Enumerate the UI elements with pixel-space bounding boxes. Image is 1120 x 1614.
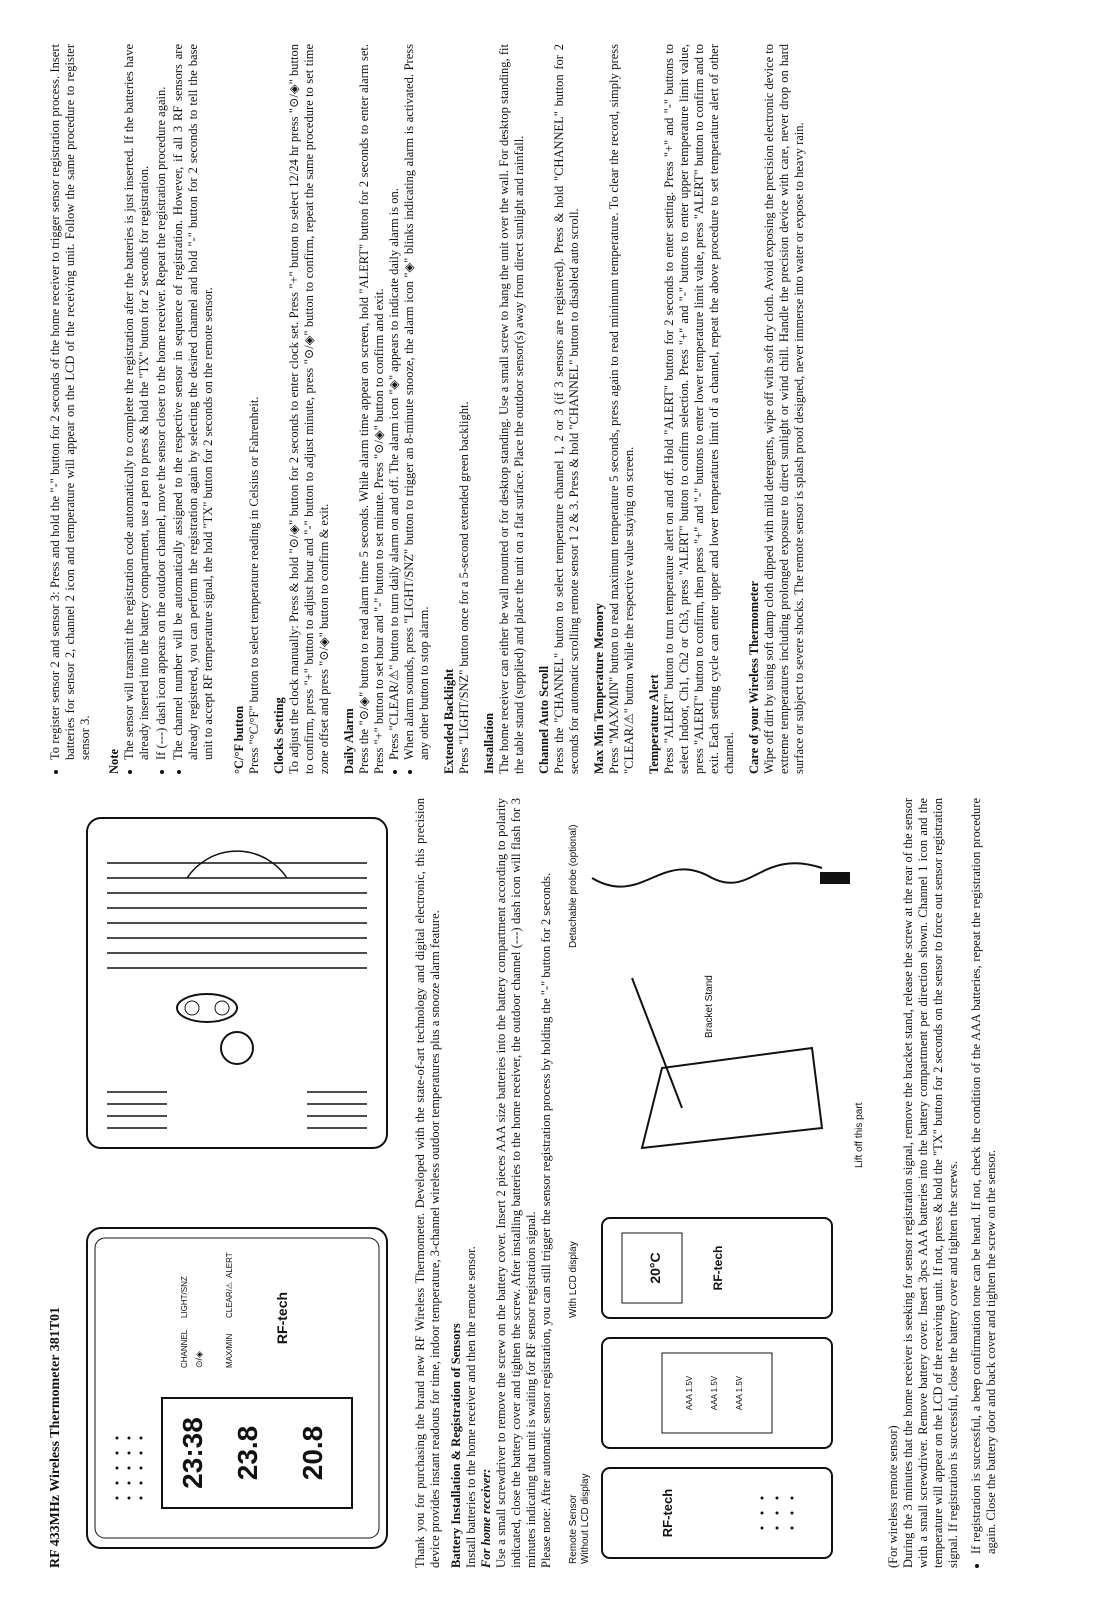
sensor-brand: RF-tech bbox=[660, 1488, 675, 1538]
maxmin-heading: Max Min Temperature Memory bbox=[592, 603, 606, 774]
success-bullet: • If registration is successful, a beep confirmation tone can be heard. If not, check the condition of the AAA batteries, repeat the registration procedure again. Close the battery door and back cover and tighten the screw on the sensor. bbox=[969, 798, 999, 1554]
battery-label-3: AAA 1.5V bbox=[735, 1375, 744, 1411]
small-lcd-brand: RF-tech bbox=[711, 1245, 725, 1291]
alarm-text: Press the "⊙/◈" button to read alarm time 5 seconds. While alarm time appear on screen, hold "ALERT" button for 2 seconds to enter alarm set. Press "+" button to set hour and "-" button to set minute. Press "⊙/◈" button to confirm and exit. bbox=[357, 44, 386, 774]
care-heading: Care of your Wireless Thermometer bbox=[747, 580, 761, 774]
home-receiver-heading: For home receiver: bbox=[479, 1468, 493, 1568]
battery-heading: Battery Installation & Registration of Sensors bbox=[449, 1323, 463, 1568]
note-item: • The channel number will be automatically assigned to the respective sensor in sequence of registration. However, if all 3 RF sensors are already registered, you can perform the registration again by selecting the desired channel and hold "-" button for 2 seconds to tell the base unit to accept RF temperature signal, the hold "TX" button for 2 seconds on the remote sensor. bbox=[171, 44, 216, 760]
alert-heading: Temperature Alert bbox=[647, 674, 661, 774]
care-text: Wipe off dirt by using soft damp cloth dipped with mild detergents, wipe off with soft dry cloth. Avoid exposing the precision electronic device to extreme temperatures including prolonged exposure to direct sunlight or wind chill. Handle the precision device with care, never drop on hard surface or subject to severe shocks. The remote sensor is splash proof designed, never immerse into water or expose to heavy rain. bbox=[762, 44, 806, 774]
home-receiver-text: Use a small screwdriver to remove the screw on the battery cover. Insert 2 pieces AAA size batteries into the battery compartment according to polarity indicated, close the battery cover and tighten the screw. After installing batteries to the home receiver, the outdoor channel (---) dash icon will flash for 3 minutes indicating that unit is waiting for RF sensor registration signal. bbox=[494, 798, 538, 1568]
alarm-bullet: • When alarm sounds, press "LIGHT/SNZ" button to trigger an 8-minute snooze, the alarm icon "◈" blinks indicating alarm is activated. Press any other button to stop alarm. bbox=[402, 44, 432, 760]
install-text: The home receiver can either be wall mounted or for desktop standing. Use a small screw to hang the unit over the wall. For desktop standing, fit the table stand (supplied) and place the unit on a flat surface. Place the outdoor sensor(s) away from direct sunlight and rainfall. bbox=[497, 44, 526, 774]
backlight-heading: Extended Backlight bbox=[442, 668, 456, 774]
wireless-sensor-heading: (For wireless remote sensor) bbox=[886, 1425, 900, 1568]
battery-label-1: AAA 1.5V bbox=[685, 1375, 694, 1411]
receiver-illustration bbox=[77, 798, 407, 1568]
register-bullet: • To register sensor 2 and sensor 3: Press and hold the "-" button for 2 seconds of the home receiver to trigger sensor registration process. Insert batteries for sensor 2, channel 2 icon and temperature will appear on the LCD of the receiving unit. Follow the same procedure to register sensor 3. bbox=[48, 44, 93, 760]
clear-button: CLEAR/⚠ bbox=[225, 1281, 234, 1318]
maxmin-text: Press "MAX/MIN" button to read maximum temperature 5 seconds, press again to read minimum temperature. To clear the record, simply press "CLEAR/⚠" button while the respective value staying on screen. bbox=[607, 44, 636, 774]
maxmin-button: MAX/MIN bbox=[225, 1333, 234, 1368]
intro-paragraph: Thank you for purchasing the brand new RF Wireless Thermometer. Developed with the state-of-art technology and digital electronic, this precision device provides instant readouts for time, indoor temperature, 3-channel wireless outdoor temperatures plus a snooze alarm feature. bbox=[413, 798, 442, 1568]
backlight-text: Press "LIGHT/SNZ" button once for a 5-second extended green backlight. bbox=[457, 401, 471, 774]
lcd-outdoor-temp: 20.8 bbox=[297, 1425, 328, 1481]
lcd-indoor-temp: 23.8 bbox=[232, 1425, 263, 1481]
remote-no-lcd-label: Remote Sensor bbox=[568, 1494, 579, 1564]
cf-heading: °C/°F button bbox=[232, 705, 246, 774]
cf-text: Press "°C/°F" button to select temperature reading in Celsius or Fahrenheit. bbox=[247, 396, 261, 774]
scroll-heading: Channel Auto Scroll bbox=[537, 665, 551, 774]
note-heading: Note bbox=[107, 749, 121, 774]
sensor-illustration bbox=[562, 798, 882, 1568]
with-lcd-label: With LCD display bbox=[568, 1241, 579, 1318]
alert-button: ALERT bbox=[225, 1252, 234, 1278]
light-button: LIGHT/SNZ bbox=[180, 1276, 189, 1318]
clock-text: To adjust the clock manually: Press & hold "⊙/◈" button for 2 seconds to enter clock set. Press "+" button to select 12/24 hr press "⊙/◈" button to confirm, press "+" button to adjust hour and "-" button to adjust minute, press "⊙/◈" button to confirm, repeat the same procedure to set time zone offset and press "⊙/◈" button to confirm & exit. bbox=[287, 44, 331, 774]
battery-text: Install batteries to the home receiver and then the remote sensor. bbox=[464, 1246, 478, 1568]
note-item: • If (---) dash icon appears on the outdoor channel, move the sensor closer to the home receiver. Repeat the registration procedure again. bbox=[154, 44, 169, 760]
svg-text:Without LCD display: Without LCD display bbox=[580, 1473, 591, 1564]
right-column bbox=[48, 44, 807, 774]
alarm-bullet: • Press "CLEAR/⚠" button to turn daily alarm on and off. The alarm icon "◈" appears to indicate daily alarm is on. bbox=[387, 44, 402, 760]
channel-button: CHANNEL bbox=[180, 1329, 189, 1368]
small-lcd-reading: 20°C bbox=[647, 1252, 663, 1284]
clock-button: ⊙/◈ bbox=[194, 1351, 204, 1368]
alarm-heading: Daily Alarm bbox=[342, 708, 356, 774]
battery-label-2: AAA 1.5V bbox=[710, 1375, 719, 1411]
liftoff-label: Lift off this part bbox=[854, 1102, 865, 1168]
lcd-time: 23:38 bbox=[177, 1417, 208, 1489]
scroll-text: Press the "CHANNEL" button to select temperature channel 1, 2 or 3 (if 3 sensors are registered). Press & hold "CHANNEL" button for 2 seconds for automatic scrolling remote sensor 1 2 & 3. Press & hold "CHANNEL" button to disabled auto scroll. bbox=[552, 44, 581, 774]
clock-heading: Clocks Setting bbox=[272, 697, 286, 774]
wireless-sensor-text: During the 3 minutes that the home receiver is seeking for sensor registration signal, remove the bracket stand, release the screw at the rear of the sensor with a small screwdriver. Remove battery cover. Insert 3pcs AAA batteries into the battery compartment per direction shown. Channel 1 icon and the temperature will appear on the LCD of the receiving unit. If not, press & hold the "TX" button for 2 seconds on the sensor to force out sensor registration signal. If registration is successful, close the battery cover and tighten the screws. bbox=[901, 798, 960, 1568]
alert-text: Press "ALERT" button to turn temperature alert on and off. Hold "ALERT" button for 2 seconds to enter setting. Press "+" and "-" buttons to select Indoor, Ch1, Ch2 or Ch3, press "ALERT" button to confirm selection. Press "+" and "-" buttons to enter upper temperature limit value, press "ALERT" button to confirm, then press "+" and "-" buttons to enter lower temperature limit value, press "ALERT" button to confirm and to exit. Each setting cycle can enter upper and lower temperatures limit of a channel, repeat the above procedure to set temperature alert of other channel. bbox=[662, 44, 736, 774]
probe-label: Detachable probe (optional) bbox=[568, 824, 579, 948]
left-column bbox=[48, 798, 999, 1568]
bracket-label: Bracket Stand bbox=[704, 975, 715, 1038]
please-note-text: Please note: After automatic sensor registration, you can still trigger the sensor registration process by holding the "-" button for 2 seconds. bbox=[539, 872, 553, 1568]
brand-logo: RF-tech bbox=[274, 1291, 290, 1345]
install-heading: Installation bbox=[482, 712, 496, 774]
page-title: RF 433MHz Wireless Thermometer 381T01 bbox=[48, 1306, 63, 1568]
note-item: • The sensor will transmit the registration code automatically to complete the registration after the batteries is just inserted. If the batteries have already inserted into the battery compartment, use a pen to press & hold the "TX" button for 2 seconds for registration. bbox=[122, 44, 152, 760]
